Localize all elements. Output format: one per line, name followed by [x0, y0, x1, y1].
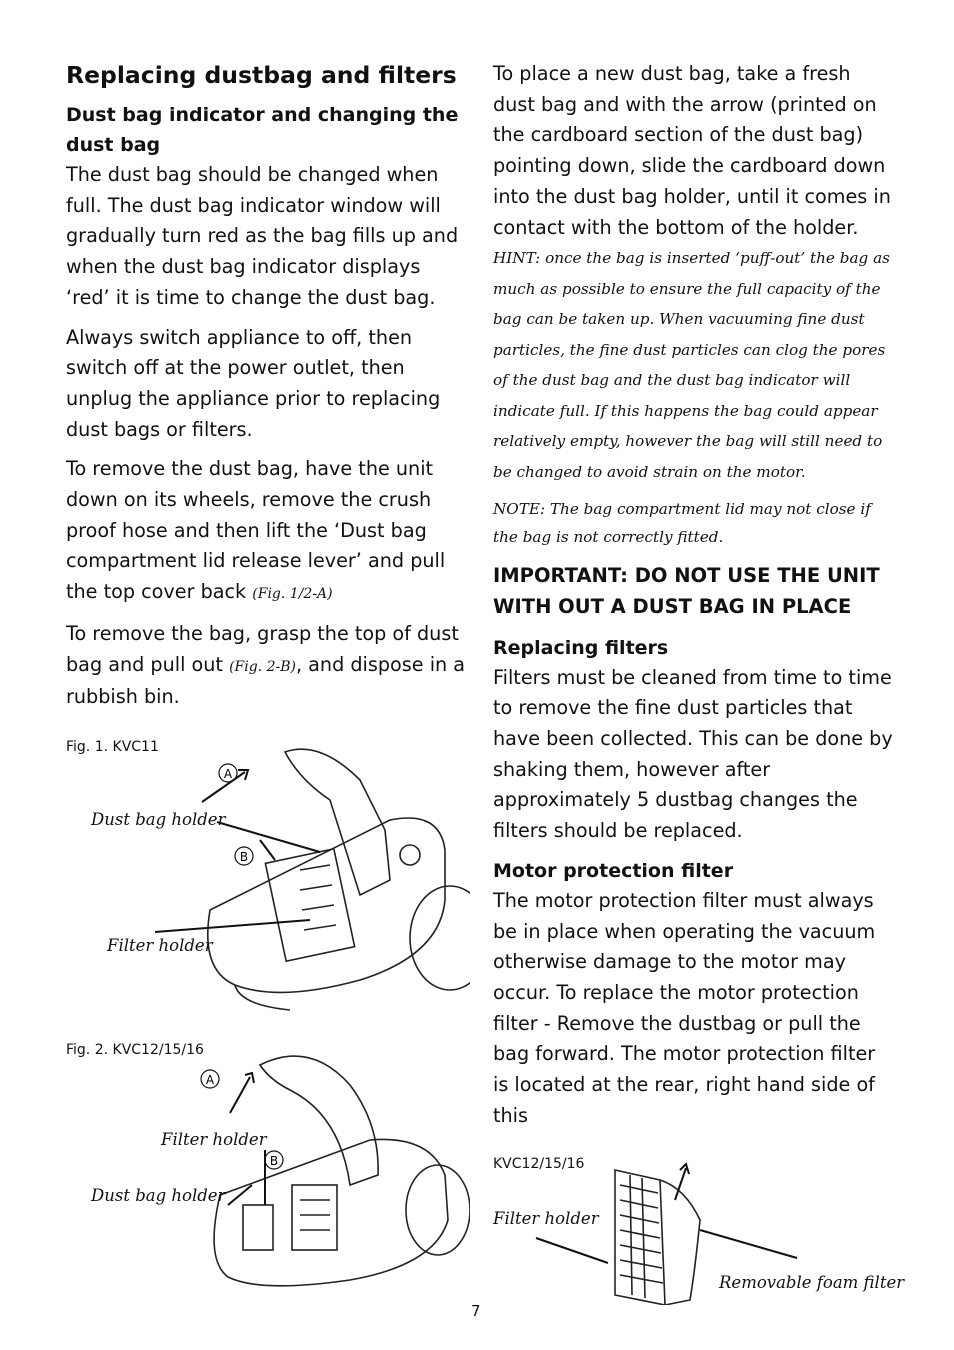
heading-replacing-filters: Replacing filters	[493, 636, 669, 659]
fig2-wheel	[406, 1165, 470, 1255]
fig1-marker-b: B	[239, 850, 249, 864]
fig3-label: KVC12/15/16	[493, 1156, 585, 1172]
paragraph-replacing-filters: Filters must be cleaned from time to time to remove the fine dust particles that have been collected. This can be done by shaking them, however after approximately 5 dustbag changes the filters should be replaced.	[493, 665, 893, 843]
fig-ref-2b: (Fig. 2-B)	[229, 658, 296, 675]
fig2-callout-dust-bag-holder: Dust bag holder	[91, 1186, 226, 1205]
paragraph-dispose-bag	[66, 619, 466, 713]
fig2-dust-bag-holder	[243, 1205, 273, 1250]
paragraph-dispose-text-b: , and dispose in a rubbish bin.	[66, 652, 466, 709]
fig1-arrow-b	[260, 840, 275, 860]
paragraph-motor-protection-filter: The motor protection filter must always be in place when operating the vacuum otherwise damage to the motor may occur. To replace the motor protection filter - Remove the dustbag or pull the bag forward. The motor protection filter is located at the rear, right hand side of this	[493, 888, 876, 1127]
paragraph-dispose-text-a: To remove the bag, grasp the top of dust bag and pull out	[66, 621, 459, 676]
fig2-callout-filter-holder: Filter holder	[161, 1130, 267, 1149]
fig2-vacuum-illustration	[60, 1045, 470, 1295]
hint-text: HINT: once the bag is inserted ‘puff-out’ the bag as much as possible to ensure the full capacity of the bag can be taken up. When vacuuming fine dust particles, the fine dust particles can clog the pores of the dust bag and the dust bag indicator will indicate full. If this happens the bag could appear relatively empty, however the bag will still need to be changed to avoid strain on the motor.	[493, 249, 890, 481]
fig1-filter-holder	[265, 849, 354, 961]
paragraph-switch-off: Always switch appliance to off, then switch off at the power outlet, then unplug the appliance prior to replacing dust bags or filters.	[66, 325, 441, 441]
right-column	[493, 59, 893, 1140]
fig1-marker-a: A	[223, 767, 233, 781]
fig3-callout-filter-holder: Filter holder	[493, 1209, 599, 1228]
fig1-callout-filter-holder: Filter holder	[107, 936, 213, 955]
fig3-callout-foam-filter: Removable foam filter	[719, 1273, 905, 1292]
page-title: Replacing dustbag and filters	[66, 61, 457, 89]
fig2-label: Fig. 2. KVC12/15/16	[66, 1042, 204, 1058]
note-text: NOTE: The bag compartment lid may not close if the bag is not correctly fitted.	[493, 500, 871, 547]
fig1-vacuum-illustration	[60, 740, 470, 1020]
fig2-marker-b: B	[269, 1154, 279, 1168]
paragraph-remove-bag-text: To remove the dust bag, have the unit down on its wheels, remove the crush proof hose and then lift the ‘Dust bag compartment lid release lever’ and pull the top cover back	[66, 457, 446, 604]
fig1-label: Fig. 1. KVC11	[66, 739, 159, 755]
fig3-foam-filter	[660, 1180, 700, 1305]
heading-motor-protection-filter: Motor protection filter	[493, 859, 734, 882]
important-warning: IMPORTANT: DO NOT USE THE UNIT WITH OUT A DUST BAG IN PLACE	[493, 564, 880, 618]
fig1-body	[208, 818, 445, 992]
fig2-marker-a: A	[205, 1073, 215, 1087]
page-number: 7	[471, 1302, 481, 1320]
fig1-callout-dust-bag-holder: Dust bag holder	[91, 810, 226, 829]
fig1-lid	[285, 749, 390, 895]
left-column	[66, 58, 466, 722]
fig2-arrow-a	[230, 1077, 250, 1113]
paragraph-dust-bag-full: The dust bag should be changed when full. The dust bag indicator window will gradually turn red as the bag fills up and when the dust bag indicator displays ‘red’ it is time to change the dust bag.	[66, 163, 459, 309]
fig1-wheel	[410, 886, 470, 990]
paragraph-remove-bag	[66, 454, 466, 610]
fig2-filter-holder	[292, 1185, 337, 1250]
subheading-dust-bag: Dust bag indicator and changing the dust bag	[66, 104, 459, 156]
paragraph-place-new-bag: To place a new dust bag, take a fresh dust bag and with the arrow (printed on the cardboard section of the dust bag) pointing down, slide the cardboard down into the dust bag holder, until it comes in contact with the bottom of the holder.	[493, 62, 891, 239]
fig-ref-1-2a: (Fig. 1/2-A)	[252, 586, 333, 603]
fig2-body	[214, 1139, 448, 1285]
